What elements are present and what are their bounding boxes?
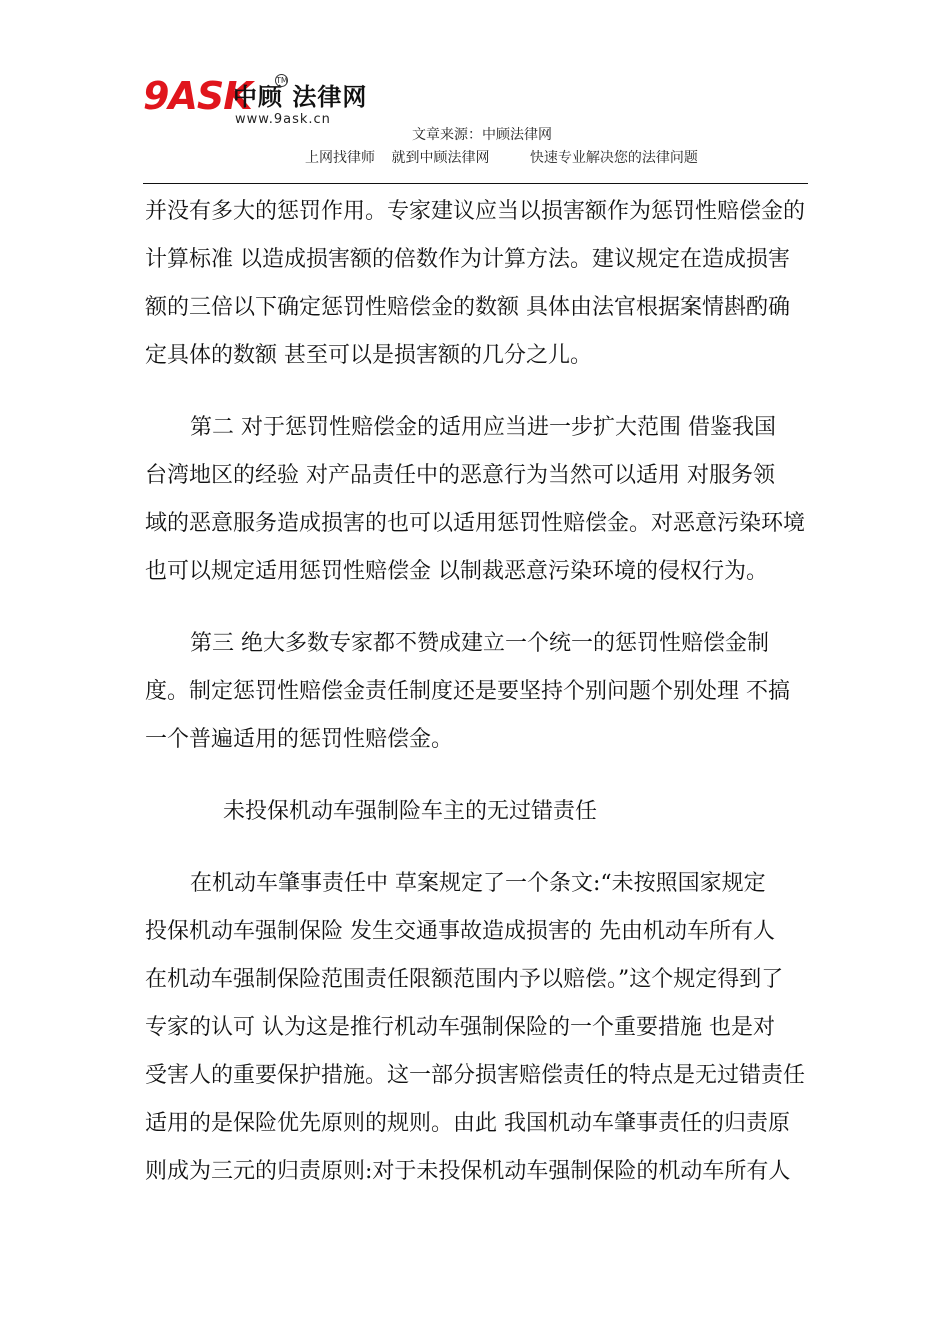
- header-tagline: [305, 148, 698, 168]
- text-line: 一个普遍适用的惩罚性赔偿金。: [145, 727, 454, 752]
- paragraph-1: [145, 188, 815, 380]
- text-line: 度。制定惩罚性赔偿金责任制度还是要坚持个别问题个别处理 不搞: [145, 679, 790, 704]
- logo-site-name: 中顾 法律网: [233, 83, 368, 111]
- text-line: 并没有多大的惩罚作用。专家建议应当以损害额作为惩罚性赔偿金的: [145, 199, 806, 224]
- header-divider: [143, 183, 808, 184]
- paragraph-gap: [145, 380, 815, 404]
- tagline-part-3: 快速专业解决您的法律问题: [529, 150, 698, 166]
- text-line: 专家的认可 认为这是推行机动车强制保险的一个重要措施 也是对: [145, 1015, 775, 1040]
- paragraph-2: [145, 404, 815, 596]
- paragraph-3: [145, 620, 815, 764]
- tagline-part-2: 就到中顾法律网: [391, 150, 490, 166]
- text-line: 第三 绝大多数专家都不赞成建立一个统一的惩罚性赔偿金制: [190, 631, 769, 656]
- paragraph-gap: [145, 764, 815, 788]
- text-line: 在机动车强制保险范围责任限额范围内予以赔偿。”这个规定得到了: [145, 967, 784, 992]
- logo-mark: 9ASK: [143, 74, 252, 118]
- text-line: 域的恶意服务造成损害的也可以适用惩罚性赔偿金。对恶意污染环境: [145, 511, 806, 536]
- text-line: 额的三倍以下确定惩罚性赔偿金的数额 具体由法官根据案情斟酌确: [145, 295, 790, 320]
- text-line: 投保机动车强制保险 发生交通事故造成损害的 先由机动车所有人: [145, 919, 775, 944]
- text-line: 计算标准 以造成损害额的倍数作为计算方法。建议规定在造成损害: [145, 247, 790, 272]
- text-line: 第二 对于惩罚性赔偿金的适用应当进一步扩大范围 借鉴我国: [190, 415, 776, 440]
- tagline-part-1: 上网找律师: [305, 150, 375, 166]
- paragraph-gap: [145, 596, 815, 620]
- text-line: 受害人的重要保护措施。这一部分损害赔偿责任的特点是无过错责任: [145, 1063, 806, 1088]
- text-line: 则成为三元的归责原则:对于未投保机动车强制保险的机动车所有人: [145, 1159, 791, 1184]
- text-line: 适用的是保险优先原则的规则。由此 我国机动车肇事责任的归责原: [145, 1111, 790, 1136]
- text-line: 也可以规定适用惩罚性赔偿金 以制裁恶意污染环境的侵权行为。: [145, 559, 768, 584]
- article-body: [145, 188, 815, 1196]
- article-source: 文章来源：中顾法律网: [412, 127, 552, 143]
- text-line: 在机动车肇事责任中 草案规定了一个条文:“未按照国家规定: [190, 871, 766, 896]
- section-heading: 未投保机动车强制险车主的无过错责任: [223, 799, 598, 824]
- site-logo[interactable]: [143, 74, 373, 136]
- paragraph-gap: [145, 836, 815, 860]
- trademark-icon: TM: [276, 76, 288, 85]
- text-line: 台湾地区的经验 对产品责任中的恶意行为当然可以适用 对服务领: [145, 463, 775, 488]
- paragraph-4: [145, 860, 815, 1196]
- text-line: 定具体的数额 甚至可以是损害额的几分之儿。: [145, 343, 592, 368]
- logo-url: www.9ask.cn: [235, 112, 331, 127]
